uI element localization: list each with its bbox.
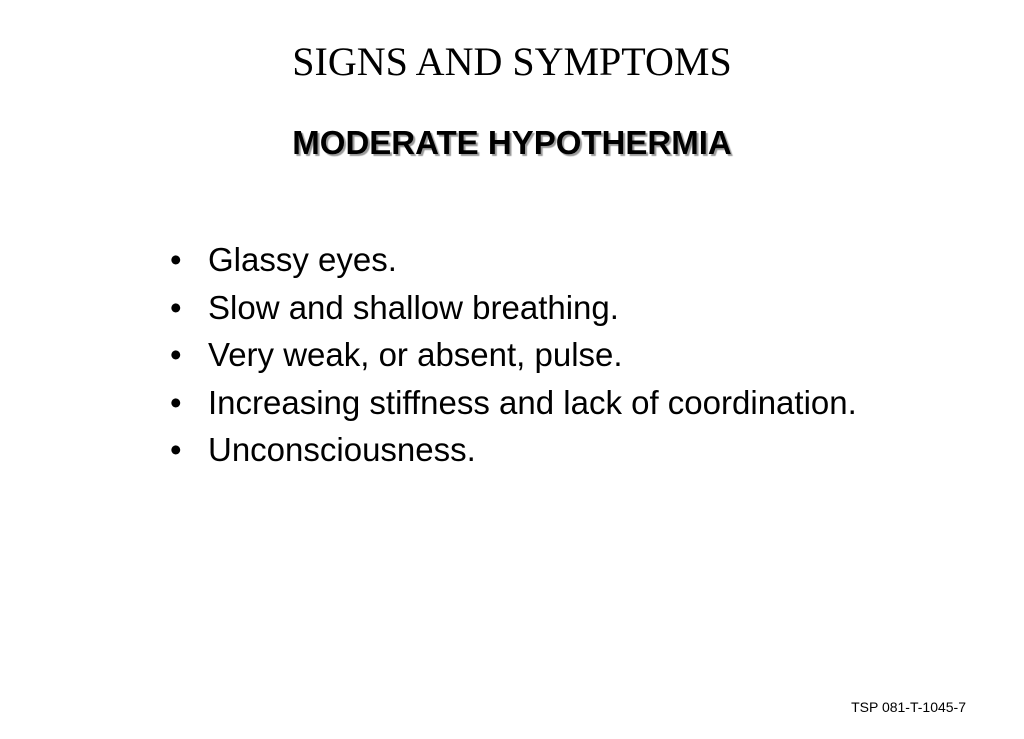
bullet-text: Glassy eyes. bbox=[208, 241, 397, 278]
bullet-text: Unconsciousness. bbox=[208, 431, 476, 468]
bullet-text: Very weak, or absent, pulse. bbox=[208, 336, 623, 373]
bullet-item bbox=[170, 284, 857, 332]
bullet-item bbox=[170, 236, 857, 284]
bullet-list bbox=[170, 236, 857, 474]
bullet-icon: • bbox=[170, 241, 182, 278]
slide-subtitle: MODERATE HYPOTHERMIA bbox=[292, 124, 732, 161]
bullet-item bbox=[170, 379, 857, 427]
bullet-icon: • bbox=[170, 288, 182, 326]
bullet-icon: • bbox=[170, 383, 182, 421]
bullet-text: Increasing stiffness and lack of coordination. bbox=[208, 383, 857, 421]
bullet-icon: • bbox=[170, 336, 182, 373]
slide-title: SIGNS AND SYMPTOMS bbox=[292, 39, 732, 84]
bullet-item bbox=[170, 331, 857, 379]
bullet-item bbox=[170, 426, 857, 474]
slide-footer: TSP 081-T-1045-7 bbox=[851, 699, 966, 715]
bullet-text: Slow and shallow breathing. bbox=[208, 288, 619, 326]
bullet-icon: • bbox=[170, 431, 182, 468]
